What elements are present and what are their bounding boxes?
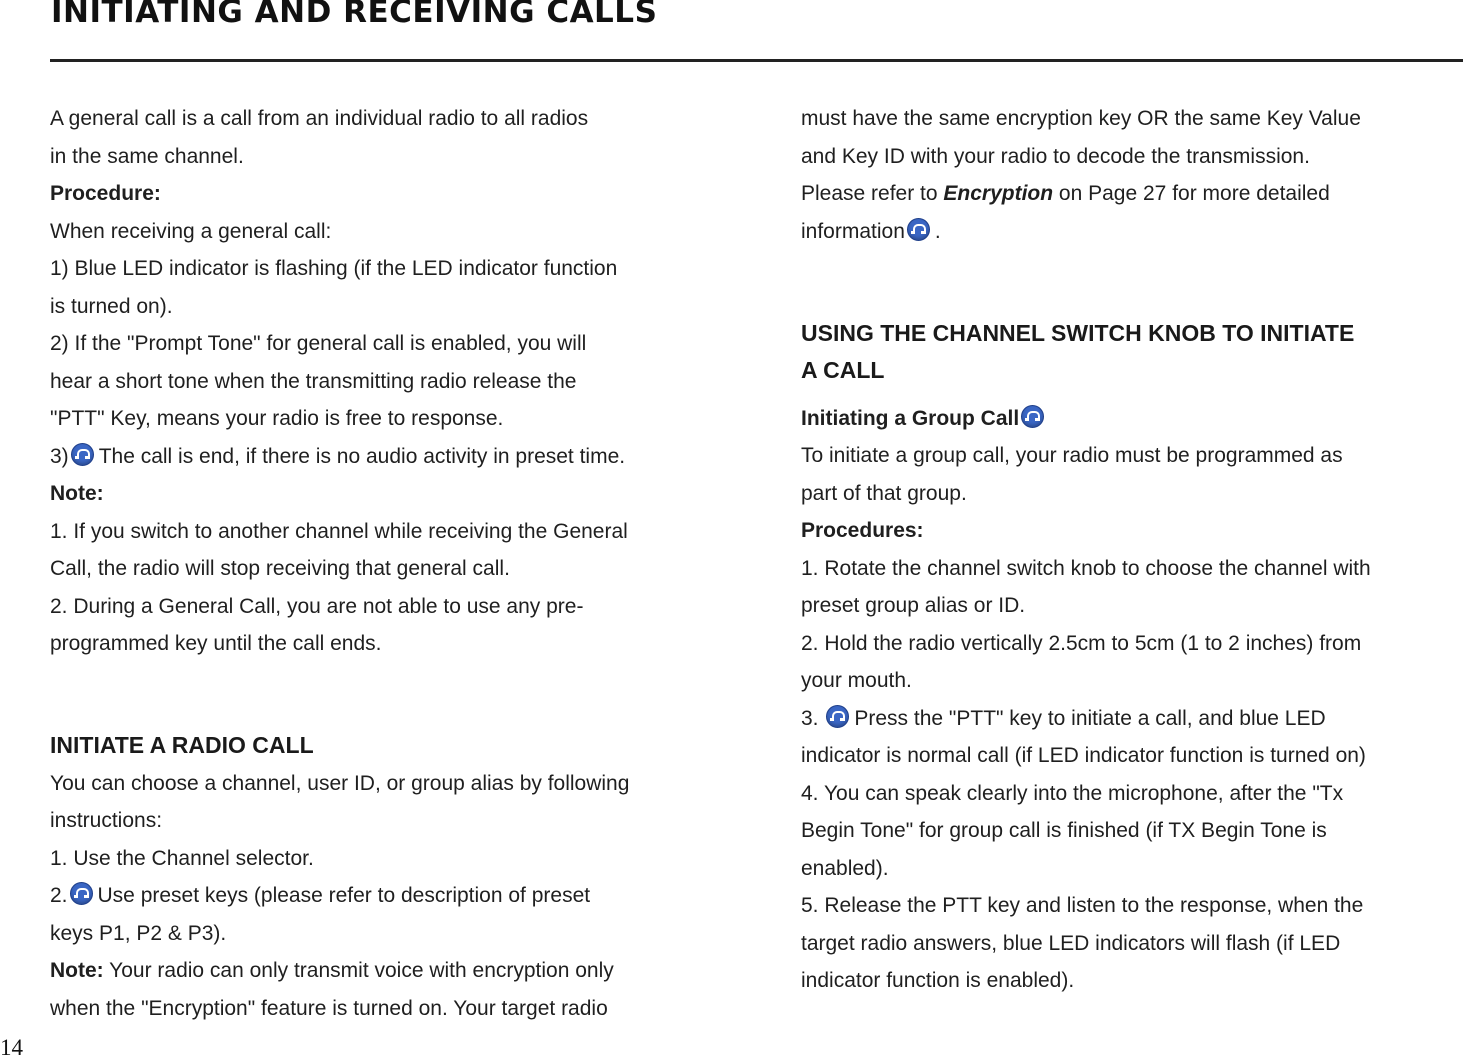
continued-text: must have the same encryption key OR the same Key Value: [801, 107, 1361, 130]
reference-pre: Please refer to: [801, 182, 944, 205]
procedure-2: 2. Hold the radio vertically 2.5cm to 5cm (1 to 2 inches) from: [801, 631, 1362, 655]
encryption-link: Encryption: [943, 182, 1054, 205]
page-title: INITIATING AND RECEIVING CALLS: [51, 0, 658, 30]
instruction-2-cont: keys P1, P2 & P3).: [50, 921, 227, 945]
note-heading: Note:: [50, 482, 104, 505]
group-call-heading-text: Initiating a Group Call: [801, 406, 1020, 430]
intro-text: in the same channel.: [50, 144, 244, 168]
encryption-reference: [801, 175, 1463, 213]
procedure-1: 1. Rotate the channel switch knob to choose the channel with: [801, 556, 1371, 580]
reference-post: on Page 27 for more detailed: [1053, 182, 1330, 205]
step-3-prefix: 3): [50, 444, 69, 468]
procedure-heading: Procedure:: [50, 182, 161, 205]
note-2: 2. During a General Call, you are not able to use any pre-: [50, 594, 584, 618]
section-heading-channel-switch: USING THE CHANNEL SWITCH KNOB TO INITIATE: [801, 319, 1355, 346]
encryption-note-cont: when the "Encryption" feature is turned on. Your target radio: [50, 996, 608, 1020]
right-column: [801, 100, 1463, 1000]
procedure-4: 4. You can speak clearly into the microphone, after the "Tx: [801, 781, 1344, 805]
note-1-cont: Call, the radio will stop receiving that general call.: [50, 557, 510, 580]
procedure-3-text: Press the "PTT" key to initiate a call, and blue LED: [854, 706, 1326, 730]
information-period: .: [934, 219, 941, 243]
information-line: [801, 213, 1463, 251]
procedure-5: 5. Release the PTT key and listen to the response, when the: [801, 894, 1364, 917]
procedure-4-cont: Begin Tone" for group call is finished (if TX Begin Tone is: [801, 819, 1327, 842]
digital-mode-icon: [71, 443, 94, 466]
step-3: [50, 438, 730, 476]
instruction-2-prefix: 2.: [50, 884, 68, 907]
step-1-cont: is turned on).: [50, 294, 173, 318]
group-call-heading: [801, 400, 1463, 438]
step-1: 1) Blue LED indicator is flashing (if the LED indicator function: [50, 257, 618, 280]
digital-mode-icon: [1021, 405, 1044, 428]
instruction-2-text: Use preset keys (please refer to description of preset: [97, 884, 591, 907]
title-divider: [50, 59, 1463, 62]
procedure-1-cont: preset group alias or ID.: [801, 594, 1026, 617]
digital-mode-icon: [826, 705, 849, 728]
section-heading-initiate-radio-call: INITIATE A RADIO CALL: [50, 732, 314, 758]
page-number: 14: [0, 1035, 23, 1060]
group-intro-cont: part of that group.: [801, 481, 967, 505]
note-1: 1. If you switch to another channel while receiving the General: [50, 519, 628, 543]
procedure-4-cont: enabled).: [801, 856, 889, 880]
left-column: [50, 100, 730, 1027]
procedure-3-prefix: 3.: [801, 706, 819, 730]
procedure-5-cont: target radio answers, blue LED indicators will flash (if LED: [801, 931, 1341, 955]
note-label: Note:: [50, 959, 104, 982]
section-intro-cont: instructions:: [50, 809, 163, 832]
instruction-1: 1. Use the Channel selector.: [50, 846, 314, 870]
step-2: 2) If the "Prompt Tone" for general call is enabled, you will: [50, 332, 587, 355]
procedures-heading: Procedures:: [801, 519, 924, 542]
when-receiving-text: When receiving a general call:: [50, 219, 332, 243]
digital-mode-icon: [907, 218, 930, 241]
information-text: information: [801, 219, 905, 243]
step-2-cont: hear a short tone when the transmitting radio release the: [50, 369, 577, 393]
encryption-note-text: Your radio can only transmit voice with encryption only: [103, 959, 614, 982]
group-intro: To initiate a group call, your radio must be programmed as: [801, 444, 1343, 467]
procedure-5-cont: indicator function is enabled).: [801, 969, 1075, 992]
instruction-2: [50, 877, 730, 915]
encryption-note: [50, 952, 730, 990]
section-heading-channel-switch-cont: A CALL: [801, 357, 885, 383]
note-2-cont: programmed key until the call ends.: [50, 632, 382, 655]
intro-text: A general call is a call from an individual radio to all radios: [50, 107, 589, 130]
procedure-3: [801, 700, 1463, 738]
section-intro: You can choose a channel, user ID, or group alias by following: [50, 771, 630, 795]
continued-text: and Key ID with your radio to decode the transmission.: [801, 144, 1310, 168]
step-2-cont: "PTT" Key, means your radio is free to response.: [50, 407, 504, 430]
step-3-text: The call is end, if there is no audio activity in preset time.: [98, 444, 626, 468]
procedure-3-cont: indicator is normal call (if LED indicator function is turned on): [801, 744, 1366, 767]
procedure-2-cont: your mouth.: [801, 669, 912, 692]
digital-mode-icon: [70, 882, 93, 905]
